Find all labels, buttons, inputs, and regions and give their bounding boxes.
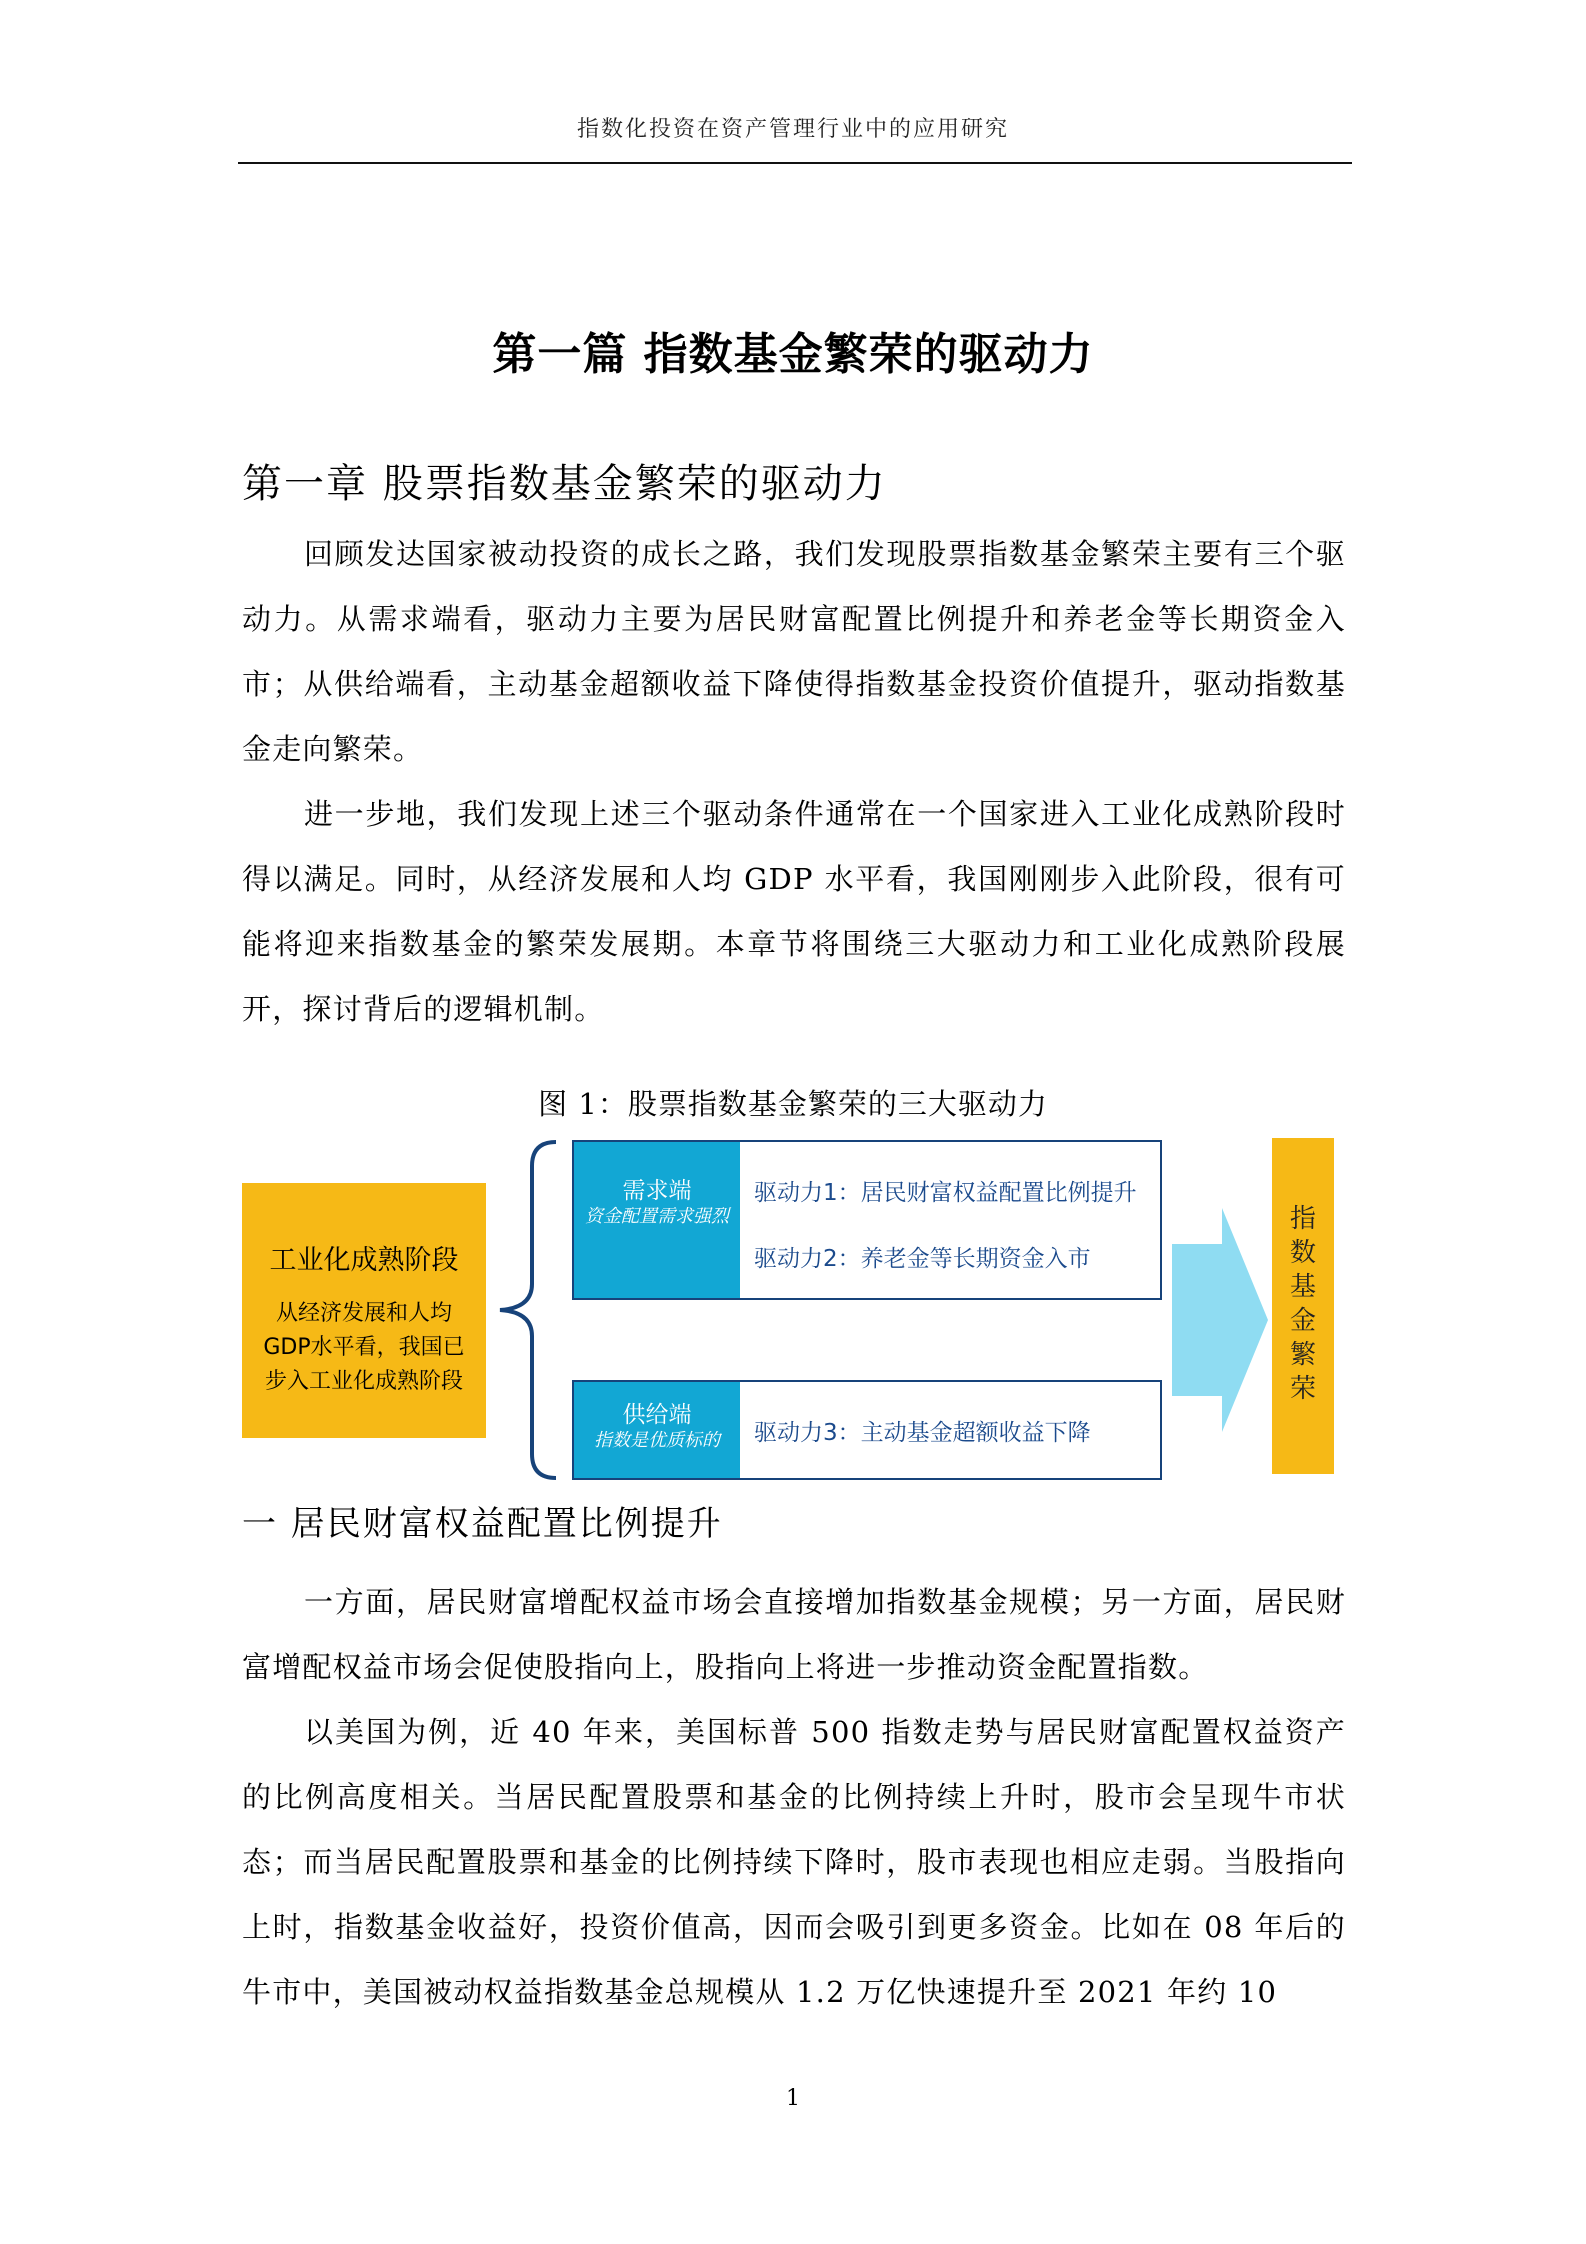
driver-2: 驱动力2：养老金等长期资金入市 — [754, 1246, 1091, 1272]
supply-side-label: 供给端 — [622, 1402, 692, 1428]
bracket — [500, 1142, 556, 1478]
figure-caption: 图 1：股票指数基金繁荣的三大驱动力 — [538, 1087, 1048, 1121]
running-header: 指数化投资在资产管理行业中的应用研究 — [576, 117, 1009, 142]
paragraph: 进一步地，我们发现上述三个驱动条件通常在一个国家进入工业化成熟阶段时得以满足。同时，从经济发展和人均 GDP 水平看，我国刚刚步入此阶段，很有可能将迎来指数基金的繁荣发展期。本章节将围绕三大驱动力和工业化成熟阶段展开，探讨背后的逻辑机制。 — [242, 797, 1346, 1026]
supply-side-label-box — [574, 1382, 740, 1478]
demand-side-label-box — [574, 1142, 740, 1298]
result-char: 基 — [1289, 1272, 1316, 1302]
result-box-index-fund-prosperity — [1272, 1138, 1334, 1474]
paragraph: 以美国为例，近 40 年来，美国标普 500 指数走势与居民财富配置权益资产的比例高度相关。当居民配置股票和基金的比例持续上升时，股市会呈现牛市状态；而当居民配置股票和基金的比例持续下降时，股市表现也相应走弱。当股指向上时，指数基金收益好，投资价值高，因而会吸引到更多资金。比如在 08 年后的牛市中，美国被动权益指数基金总规模从 1.2 万亿快速提升至 2021 年约 10 — [242, 1715, 1346, 2009]
stage-title: 工业化成熟阶段 — [269, 1245, 459, 1276]
demand-side-note: 资金配置需求强烈 — [585, 1206, 729, 1227]
supply-side-group — [572, 1380, 1162, 1480]
driver-3: 驱动力3：主动基金超额收益下降 — [754, 1420, 1091, 1446]
part-title: 第一篇 指数基金繁荣的驱动力 — [492, 329, 1094, 380]
stage-description: 从经济发展和人均GDP水平看，我国已步入工业化成熟阶段 — [263, 1301, 465, 1394]
paragraph: 一方面，居民财富增配权益市场会直接增加指数基金规模；另一方面，居民财富增配权益市场会促使股指向上，股指向上将进一步推动资金配置指数。 — [242, 1585, 1346, 1684]
demand-side-group — [572, 1140, 1162, 1300]
driver-1: 驱动力1：居民财富权益配置比例提升 — [754, 1180, 1137, 1206]
section-title: 一 居民财富权益配置比例提升 — [242, 1504, 723, 1544]
demand-side-label: 需求端 — [622, 1178, 692, 1204]
result-char: 金 — [1289, 1306, 1316, 1336]
page-number: 1 — [786, 2086, 800, 2111]
chapter-title: 第一章 股票指数基金繁荣的驱动力 — [242, 461, 887, 507]
result-char: 荣 — [1289, 1374, 1316, 1404]
result-char: 数 — [1289, 1238, 1316, 1268]
supply-side-note: 指数是优质标的 — [594, 1430, 720, 1451]
flow-arrow — [1172, 1208, 1268, 1432]
paragraph: 回顾发达国家被动投资的成长之路，我们发现股票指数基金繁荣主要有三个驱动力。从需求端看，驱动力主要为居民财富配置比例提升和养老金等长期资金入市；从供给端看，主动基金超额收益下降使得指数基金投资价值提升，驱动指数基金走向繁荣。 — [242, 537, 1346, 766]
result-char: 指 — [1289, 1204, 1316, 1234]
result-char: 繁 — [1289, 1340, 1316, 1370]
